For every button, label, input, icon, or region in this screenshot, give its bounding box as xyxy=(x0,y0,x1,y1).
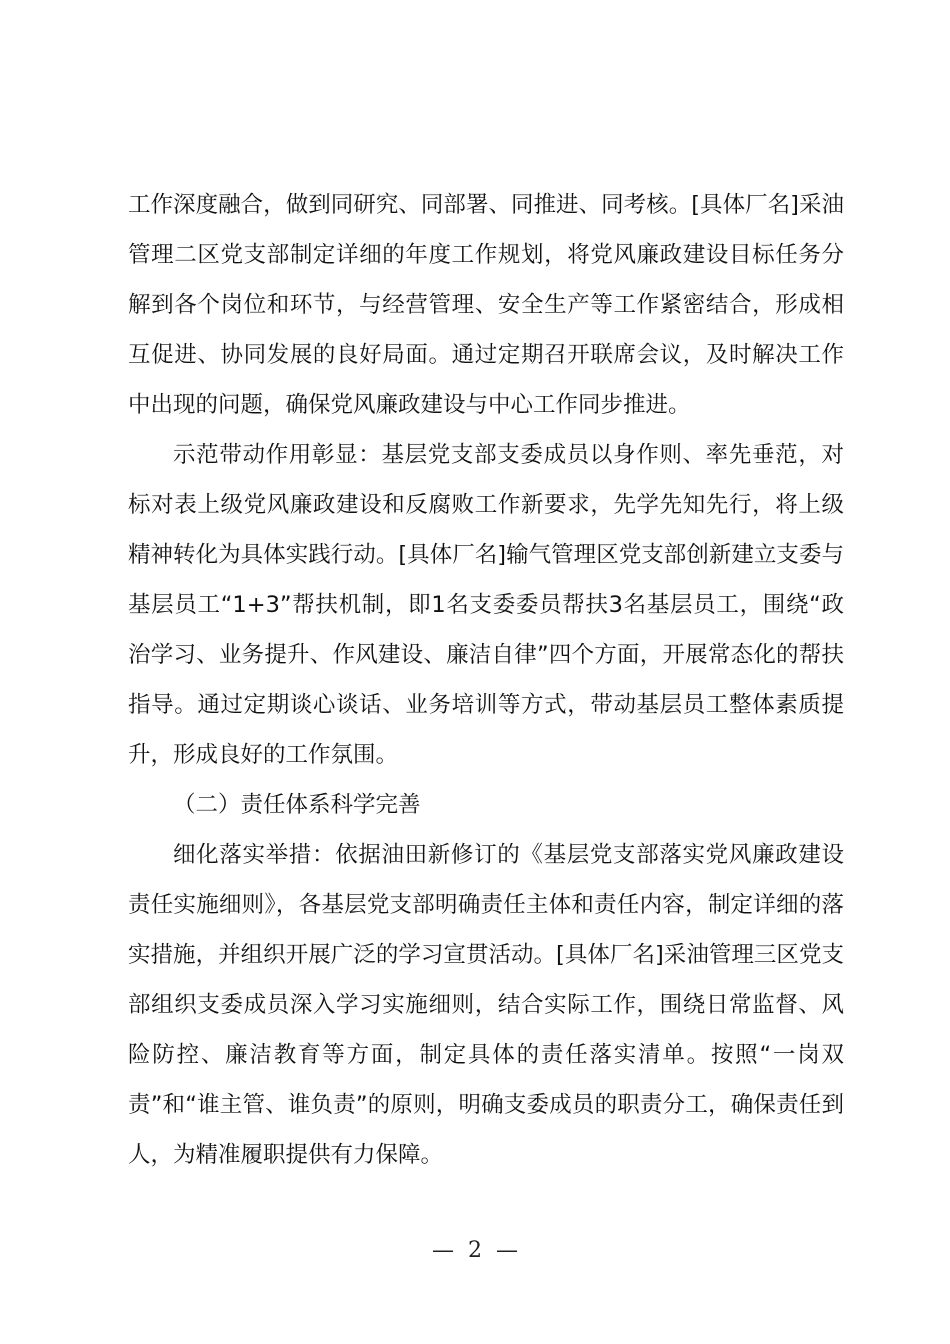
footer-dash-right: — xyxy=(496,1238,518,1263)
paragraph-continuation: 工作深度融合，做到同研究、同部署、同推进、同考核。[具体厂名]采油管理二区党支部制定详细的年度工作规划，将党风廉政建设目标任务分解到各个岗位和环节，与经营管理、安全生产等工作紧密结合，形成相互促进、协同发展的良好局面。通过定期召开联席会议，及时解决工作中出现的问题，确保党风廉政建设与中心工作同步推进。 xyxy=(128,192,844,418)
document-body xyxy=(128,180,844,1180)
section-heading: （二）责任体系科学完善 xyxy=(173,792,421,818)
page-number: 2 xyxy=(468,1238,482,1263)
footer-dash-left: — xyxy=(432,1238,454,1263)
page-footer xyxy=(0,1238,950,1263)
paragraph-demonstration-role: 示范带动作用彰显：基层党支部支委成员以身作则、率先垂范，对标对表上级党风廉政建设和反腐败工作新要求，先学先知先行，将上级精神转化为具体实践行动。[具体厂名]输气管理区党支部创新建立支委与基层员工“1+3”帮扶机制，即1名支委委员帮扶3名基层员工，围绕“政治学习、业务提升、作风建设、廉洁自律”四个方面，开展常态化的帮扶指导。通过定期谈心谈话、业务培训等方式，带动基层员工整体素质提升，形成良好的工作氛围。 xyxy=(128,442,844,768)
paragraph-implementation-measures: 细化落实举措：依据油田新修订的《基层党支部落实党风廉政建设责任实施细则》，各基层党支部明确责任主体和责任内容，制定详细的落实措施，并组织开展广泛的学习宣贯活动。[具体厂名]采油管理三区党支部组织支委成员深入学习实施细则，结合实际工作，围绕日常监督、风险防控、廉洁教育等方面，制定具体的责任落实清单。按照“一岗双责”和“谁主管、谁负责”的原则，明确支委成员的职责分工，确保责任到人，为精准履职提供有力保障。 xyxy=(128,842,844,1168)
